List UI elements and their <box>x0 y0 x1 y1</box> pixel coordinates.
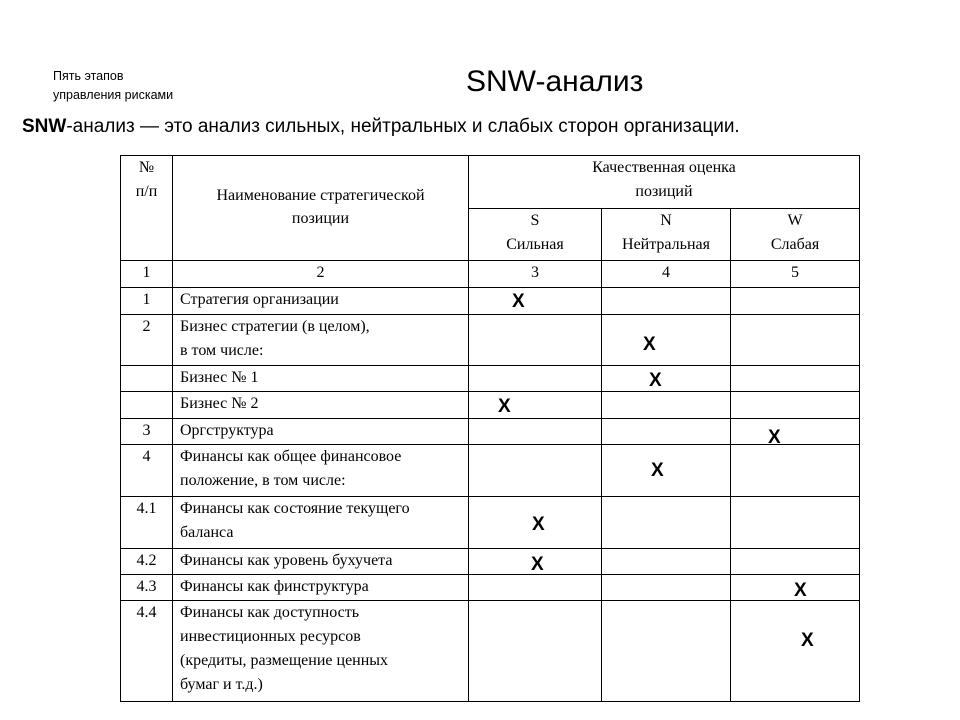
rating-cell <box>731 445 860 497</box>
rating-cell <box>469 366 602 392</box>
rating-cell <box>469 601 602 702</box>
header-w-label: Слабая <box>770 236 820 253</box>
row-number: 4 <box>121 445 173 497</box>
column-number: 5 <box>731 261 860 288</box>
snw-table <box>120 155 860 702</box>
row-name-line: в том числе: <box>180 342 264 359</box>
rating-cell <box>469 392 602 419</box>
definition-text <box>22 113 740 141</box>
rating-cell <box>731 315 860 366</box>
rating-cell <box>602 601 731 702</box>
row-name-line: Оргструктура <box>180 422 274 439</box>
x-mark-icon: X <box>498 396 511 417</box>
rating-cell <box>602 575 731 601</box>
rating-cell <box>731 419 860 448</box>
corner-caption-line: Пять этапов <box>53 69 124 83</box>
rating-cell <box>469 497 602 549</box>
row-name <box>173 549 469 575</box>
header-no-line: № <box>138 159 155 176</box>
x-mark-icon: X <box>801 630 814 651</box>
row-number <box>121 392 173 419</box>
header-n-label: Нейтральная <box>622 236 710 253</box>
rating-cell <box>602 366 731 392</box>
header-name-line: Наименование стратегической <box>216 187 425 204</box>
row-name-line: Бизнес стратегии (в целом), <box>180 318 370 335</box>
column-number-row <box>121 261 860 288</box>
header-quality-line: Качественная оценка <box>592 159 736 176</box>
corner-caption-line: управления рисками <box>53 88 174 102</box>
definition-term: SNW <box>22 116 67 137</box>
rating-cell <box>469 549 602 575</box>
rating-cell <box>602 315 731 366</box>
table-row <box>121 392 860 419</box>
row-name-line: Финансы как доступность <box>180 604 360 621</box>
rating-cell <box>731 549 860 575</box>
row-number: 4.1 <box>121 497 173 549</box>
x-mark-icon: X <box>643 334 656 355</box>
row-name <box>173 575 469 601</box>
header-w-letter: W <box>787 212 803 229</box>
rating-cell <box>469 288 602 315</box>
table-row <box>121 497 860 549</box>
header-no-cell <box>121 156 173 261</box>
row-name <box>173 419 469 445</box>
header-n-cell <box>602 209 731 261</box>
column-number: 1 <box>121 261 173 288</box>
table-row <box>121 419 860 445</box>
rating-cell <box>602 549 731 575</box>
table-row <box>121 601 860 702</box>
row-name-line: Финансы как общее финансовое <box>180 448 402 465</box>
header-name-line: позиции <box>291 210 350 227</box>
row-name-line: бумаг и т.д.) <box>180 676 263 693</box>
row-name-line: инвестиционных ресурсов <box>180 628 361 645</box>
header-quality-line: позиций <box>635 183 693 200</box>
column-number: 2 <box>173 261 469 288</box>
rating-cell <box>602 497 731 549</box>
rating-cell <box>469 445 602 497</box>
row-name-line: баланса <box>180 524 234 541</box>
column-number: 3 <box>469 261 602 288</box>
x-mark-icon: X <box>651 460 664 481</box>
header-s-letter: S <box>530 212 540 229</box>
row-name-line: Бизнес № 1 <box>180 369 259 386</box>
row-name-line: Финансы как уровень бухучета <box>180 552 393 569</box>
table-row <box>121 366 860 392</box>
rating-cell <box>602 445 731 497</box>
rating-cell <box>469 575 602 601</box>
rating-cell <box>731 575 860 601</box>
slide-title: SNW-анализ <box>466 65 644 98</box>
header-s-cell <box>469 209 602 261</box>
header-quality-cell <box>469 156 860 209</box>
x-mark-icon: X <box>531 554 544 575</box>
row-number <box>121 366 173 392</box>
row-name <box>173 497 469 549</box>
x-mark-icon: X <box>794 580 807 601</box>
x-mark-icon: X <box>532 514 545 535</box>
rating-cell <box>731 366 860 392</box>
table-row <box>121 315 860 366</box>
column-number: 4 <box>602 261 731 288</box>
table-row <box>121 575 860 601</box>
row-name <box>173 392 469 419</box>
header-s-label: Сильная <box>506 236 564 253</box>
x-mark-icon: X <box>649 370 662 391</box>
table-row <box>121 445 860 497</box>
table-header-row <box>121 156 860 209</box>
row-number: 4.2 <box>121 549 173 575</box>
header-w-cell <box>731 209 860 261</box>
table-row <box>121 288 860 315</box>
table-row <box>121 549 860 575</box>
row-name-line: Финансы как финструктура <box>180 578 369 595</box>
row-name <box>173 601 469 702</box>
row-number: 2 <box>121 315 173 366</box>
row-name <box>173 315 469 366</box>
row-name-line: Финансы как состояние текущего <box>180 500 410 517</box>
row-name-line: (кредиты, размещение ценных <box>180 652 389 669</box>
row-name <box>173 445 469 497</box>
row-name <box>173 366 469 392</box>
definition-body: -анализ — это анализ сильных, нейтральных и слабых сторон организации. <box>66 116 740 137</box>
x-mark-icon: X <box>768 427 781 448</box>
rating-cell <box>469 315 602 366</box>
header-n-letter: N <box>660 212 672 229</box>
rating-cell <box>602 392 731 419</box>
rating-cell <box>731 392 860 419</box>
rating-cell <box>731 601 860 702</box>
rating-cell <box>731 497 860 549</box>
rating-cell <box>602 288 731 315</box>
row-number: 1 <box>121 288 173 315</box>
rating-cell <box>469 419 602 445</box>
header-no-line: п/п <box>135 183 158 200</box>
row-name-line: Стратегия организации <box>180 291 339 308</box>
corner-caption <box>53 67 173 105</box>
row-number: 4.4 <box>121 601 173 702</box>
rating-cell <box>602 419 731 445</box>
header-name-cell <box>173 156 469 261</box>
row-name-line: положение, в том числе: <box>180 472 346 489</box>
rating-cell <box>731 288 860 315</box>
row-name-line: Бизнес № 2 <box>180 395 259 412</box>
row-name <box>173 288 469 315</box>
row-number: 4.3 <box>121 575 173 601</box>
row-number: 3 <box>121 419 173 445</box>
x-mark-icon: X <box>512 291 525 312</box>
